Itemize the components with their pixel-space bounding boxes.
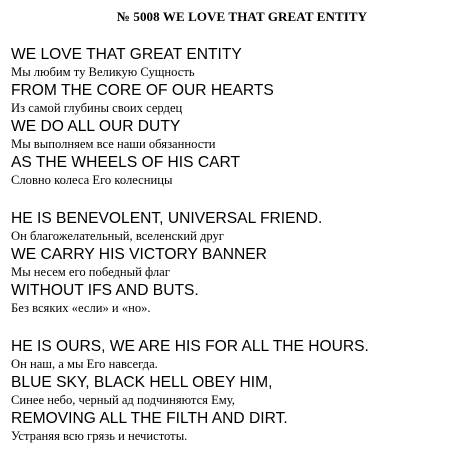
english-line: HE IS OURS, WE ARE HIS FOR ALL THE HOURS. [11,338,369,355]
stanza-3 [11,337,450,445]
english-line: WITHOUT IFS AND BUTS. [11,282,199,299]
english-line: FROM THE CORE OF OUR HEARTS [11,82,274,99]
russian-line: Устраняя всю грязь и нечистоты. [11,429,188,443]
russian-line: Мы любим ту Великую Сущность [11,65,195,79]
russian-line: Словно колеса Его колесницы [11,173,173,187]
russian-line: Мы несем его победный флаг [11,265,170,279]
russian-line: Мы выполняем все наши обязанности [11,137,216,151]
english-line: REMOVING ALL THE FILTH AND DIRT. [11,410,288,427]
russian-line: Без всяких «если» и «но». [11,301,151,315]
english-line: WE LOVE THAT GREAT ENTITY [11,46,242,63]
english-line: BLUE SKY, BLACK HELL OBEY HIM, [11,374,273,391]
russian-line: Синее небо, черный ад подчиняются Ему, [11,393,235,407]
russian-line: Из самой глубины своих сердец [11,101,183,115]
stanza-2 [11,209,450,317]
english-line: HE IS BENEVOLENT, UNIVERSAL FRIEND. [11,210,323,227]
russian-line: Он наш, а мы Его навсегда. [11,357,158,371]
russian-line: Он благожелательный, вселенский друг [11,229,224,243]
english-line: AS THE WHEELS OF HIS CART [11,154,241,171]
song-title: № 5008 WE LOVE THAT GREAT ENTITY [116,9,368,24]
song-body [11,45,450,465]
english-line: WE DO ALL OUR DUTY [11,118,181,135]
english-line: WE CARRY HIS VICTORY BANNER [11,246,267,263]
stanza-1 [11,45,450,189]
